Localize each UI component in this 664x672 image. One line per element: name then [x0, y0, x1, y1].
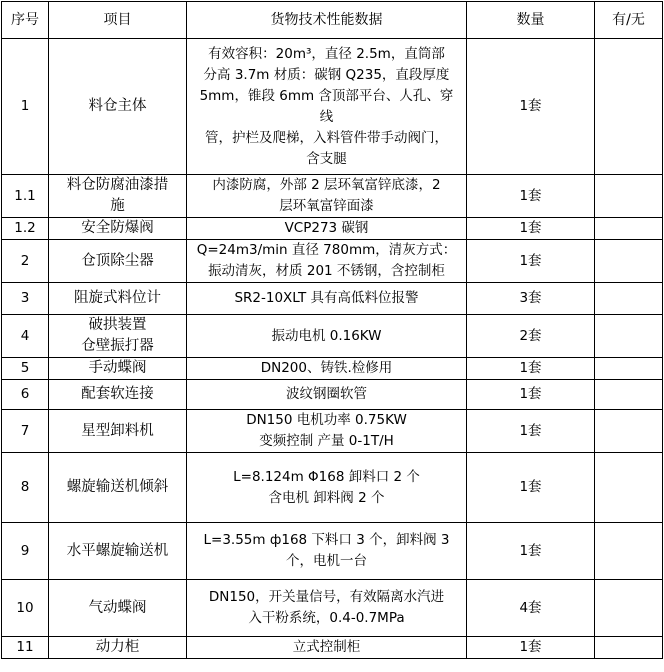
cell-line: 破拱装置 — [88, 317, 147, 333]
cell-spec — [187, 218, 467, 240]
cell-line: 振动清灰，材质 201 不锈钢，含控制柜 — [208, 263, 445, 279]
cell-item: 螺旋输送机倾斜 — [49, 453, 187, 523]
cell-spec — [187, 240, 467, 283]
table-row — [2, 453, 663, 523]
cell-qty: 2套 — [467, 315, 595, 358]
table-row — [2, 218, 663, 240]
table-row — [2, 39, 663, 175]
header-spec: 货物技术性能数据 — [187, 2, 467, 39]
table-row — [2, 240, 663, 283]
cell-spec — [187, 39, 467, 175]
table-row — [2, 580, 663, 637]
cell-spec — [187, 315, 467, 358]
cell-no: 1 — [2, 39, 49, 175]
cell-has — [595, 580, 663, 637]
cell-no: 9 — [2, 523, 49, 580]
cell-has — [595, 283, 663, 315]
cell-line: 管，护栏及爬梯，入料管件带手动阀门， — [205, 129, 448, 146]
cell-item: 阻旋式料位计 — [49, 283, 187, 315]
cell-item: 手动蝶阀 — [49, 358, 187, 380]
cell-spec — [187, 283, 467, 315]
cell-no: 5 — [2, 358, 49, 380]
cell-no: 8 — [2, 453, 49, 523]
cell-qty: 1套 — [467, 523, 595, 580]
cell-no: 10 — [2, 580, 49, 637]
cell-line: 入干粉系统，0.4-0.7MPa — [248, 610, 405, 626]
cell-no: 1.2 — [2, 218, 49, 240]
cell-has — [595, 380, 663, 410]
cell-qty: 1套 — [467, 240, 595, 283]
cell-line: 分高 3.7m 材质：碳钢 Q235，直段厚度 — [203, 66, 450, 83]
table-row — [2, 358, 663, 380]
cell-has — [595, 218, 663, 240]
cell-no: 2 — [2, 240, 49, 283]
header-has: 有/无 — [595, 2, 663, 39]
cell-spec — [187, 523, 467, 580]
cell-line: 5mm，锥段 6mm 含顶部平台、人孔、穿线 — [199, 87, 454, 125]
cell-no: 3 — [2, 283, 49, 315]
cell-item: 气动蝶阀 — [49, 580, 187, 637]
cell-qty: 1套 — [467, 39, 595, 175]
cell-line: 仓壁振打器 — [81, 338, 154, 354]
header-item: 项目 — [49, 2, 187, 39]
table-row — [2, 315, 663, 358]
cell-has — [595, 315, 663, 358]
cell-line: 内漆防腐，外部 2 层环氧富锌底漆，2 — [212, 177, 441, 193]
cell-spec — [187, 358, 467, 380]
cell-item: 安全防爆阀 — [49, 218, 187, 240]
cell-line: DN150 电机功率 0.75KW — [246, 412, 407, 428]
cell-item: 动力柜 — [49, 637, 187, 659]
cell-item: 星型卸料机 — [49, 410, 187, 453]
cell-qty: 1套 — [467, 175, 595, 218]
cell-qty: 1套 — [467, 218, 595, 240]
cell-spec — [187, 637, 467, 659]
cell-line: 立式控制柜 — [292, 639, 361, 655]
cell-qty: 1套 — [467, 358, 595, 380]
cell-line: 波纹钢圈软管 — [286, 386, 367, 402]
cell-qty: 1套 — [467, 453, 595, 523]
cell-qty: 1套 — [467, 410, 595, 453]
cell-line: 含支腿 — [306, 150, 347, 167]
cell-line: DN200、铸铁.检修用 — [260, 360, 393, 376]
header-qty: 数量 — [467, 2, 595, 39]
cell-has — [595, 523, 663, 580]
cell-item: 料仓主体 — [49, 39, 187, 175]
equipment-spec-table — [1, 1, 663, 659]
table-row — [2, 523, 663, 580]
table-row — [2, 637, 663, 659]
cell-spec — [187, 380, 467, 410]
cell-item: 配套软连接 — [49, 380, 187, 410]
cell-item: 水平螺旋输送机 — [49, 523, 187, 580]
cell-item — [49, 315, 187, 358]
cell-item: 仓顶除尘器 — [49, 240, 187, 283]
cell-line: VCP273 碳钢 — [284, 220, 369, 236]
cell-spec — [187, 410, 467, 453]
cell-line: 施 — [110, 198, 125, 214]
cell-line: 有效容积：20m³，直径 2.5m，直筒部 — [208, 45, 445, 62]
header-no: 序号 — [2, 2, 49, 39]
table-body — [2, 39, 663, 659]
table-row — [2, 380, 663, 410]
cell-item — [49, 175, 187, 218]
cell-line: DN150，开关量信号，有效隔离水汽进 — [208, 589, 445, 605]
cell-no: 1.1 — [2, 175, 49, 218]
cell-line: L=8.124m Φ168 卸料口 2 个 — [233, 468, 420, 485]
table-row — [2, 175, 663, 218]
cell-spec — [187, 453, 467, 523]
cell-no: 11 — [2, 637, 49, 659]
cell-line: Q=24m3/min 直径 780mm，清灰方式： — [196, 242, 457, 258]
cell-qty: 4套 — [467, 580, 595, 637]
cell-line: 变频控制 产量 0-1T/H — [259, 433, 394, 449]
cell-line: 层环氧富锌面漆 — [279, 198, 374, 214]
cell-has — [595, 240, 663, 283]
cell-no: 7 — [2, 410, 49, 453]
cell-spec — [187, 175, 467, 218]
cell-line: L=3.55m ф168 下料口 3 个，卸料阀 3 — [203, 532, 450, 548]
cell-line: 料仓防腐油漆措 — [66, 177, 169, 193]
cell-line: 振动电机 0.16KW — [271, 327, 382, 344]
cell-has — [595, 358, 663, 380]
cell-spec — [187, 580, 467, 637]
cell-has — [595, 453, 663, 523]
header-row — [2, 2, 663, 39]
cell-has — [595, 410, 663, 453]
cell-no: 6 — [2, 380, 49, 410]
cell-line: 含电机 卸料阀 2 个 — [268, 489, 385, 506]
cell-line: SR2-10XLT 具有高低料位报警 — [234, 290, 419, 306]
cell-qty: 1套 — [467, 637, 595, 659]
cell-no: 4 — [2, 315, 49, 358]
cell-qty: 1套 — [467, 380, 595, 410]
table-row — [2, 283, 663, 315]
cell-has — [595, 175, 663, 218]
cell-line: 个，电机一台 — [286, 553, 367, 569]
cell-qty: 3套 — [467, 283, 595, 315]
cell-has — [595, 637, 663, 659]
cell-has — [595, 39, 663, 175]
table-row — [2, 410, 663, 453]
